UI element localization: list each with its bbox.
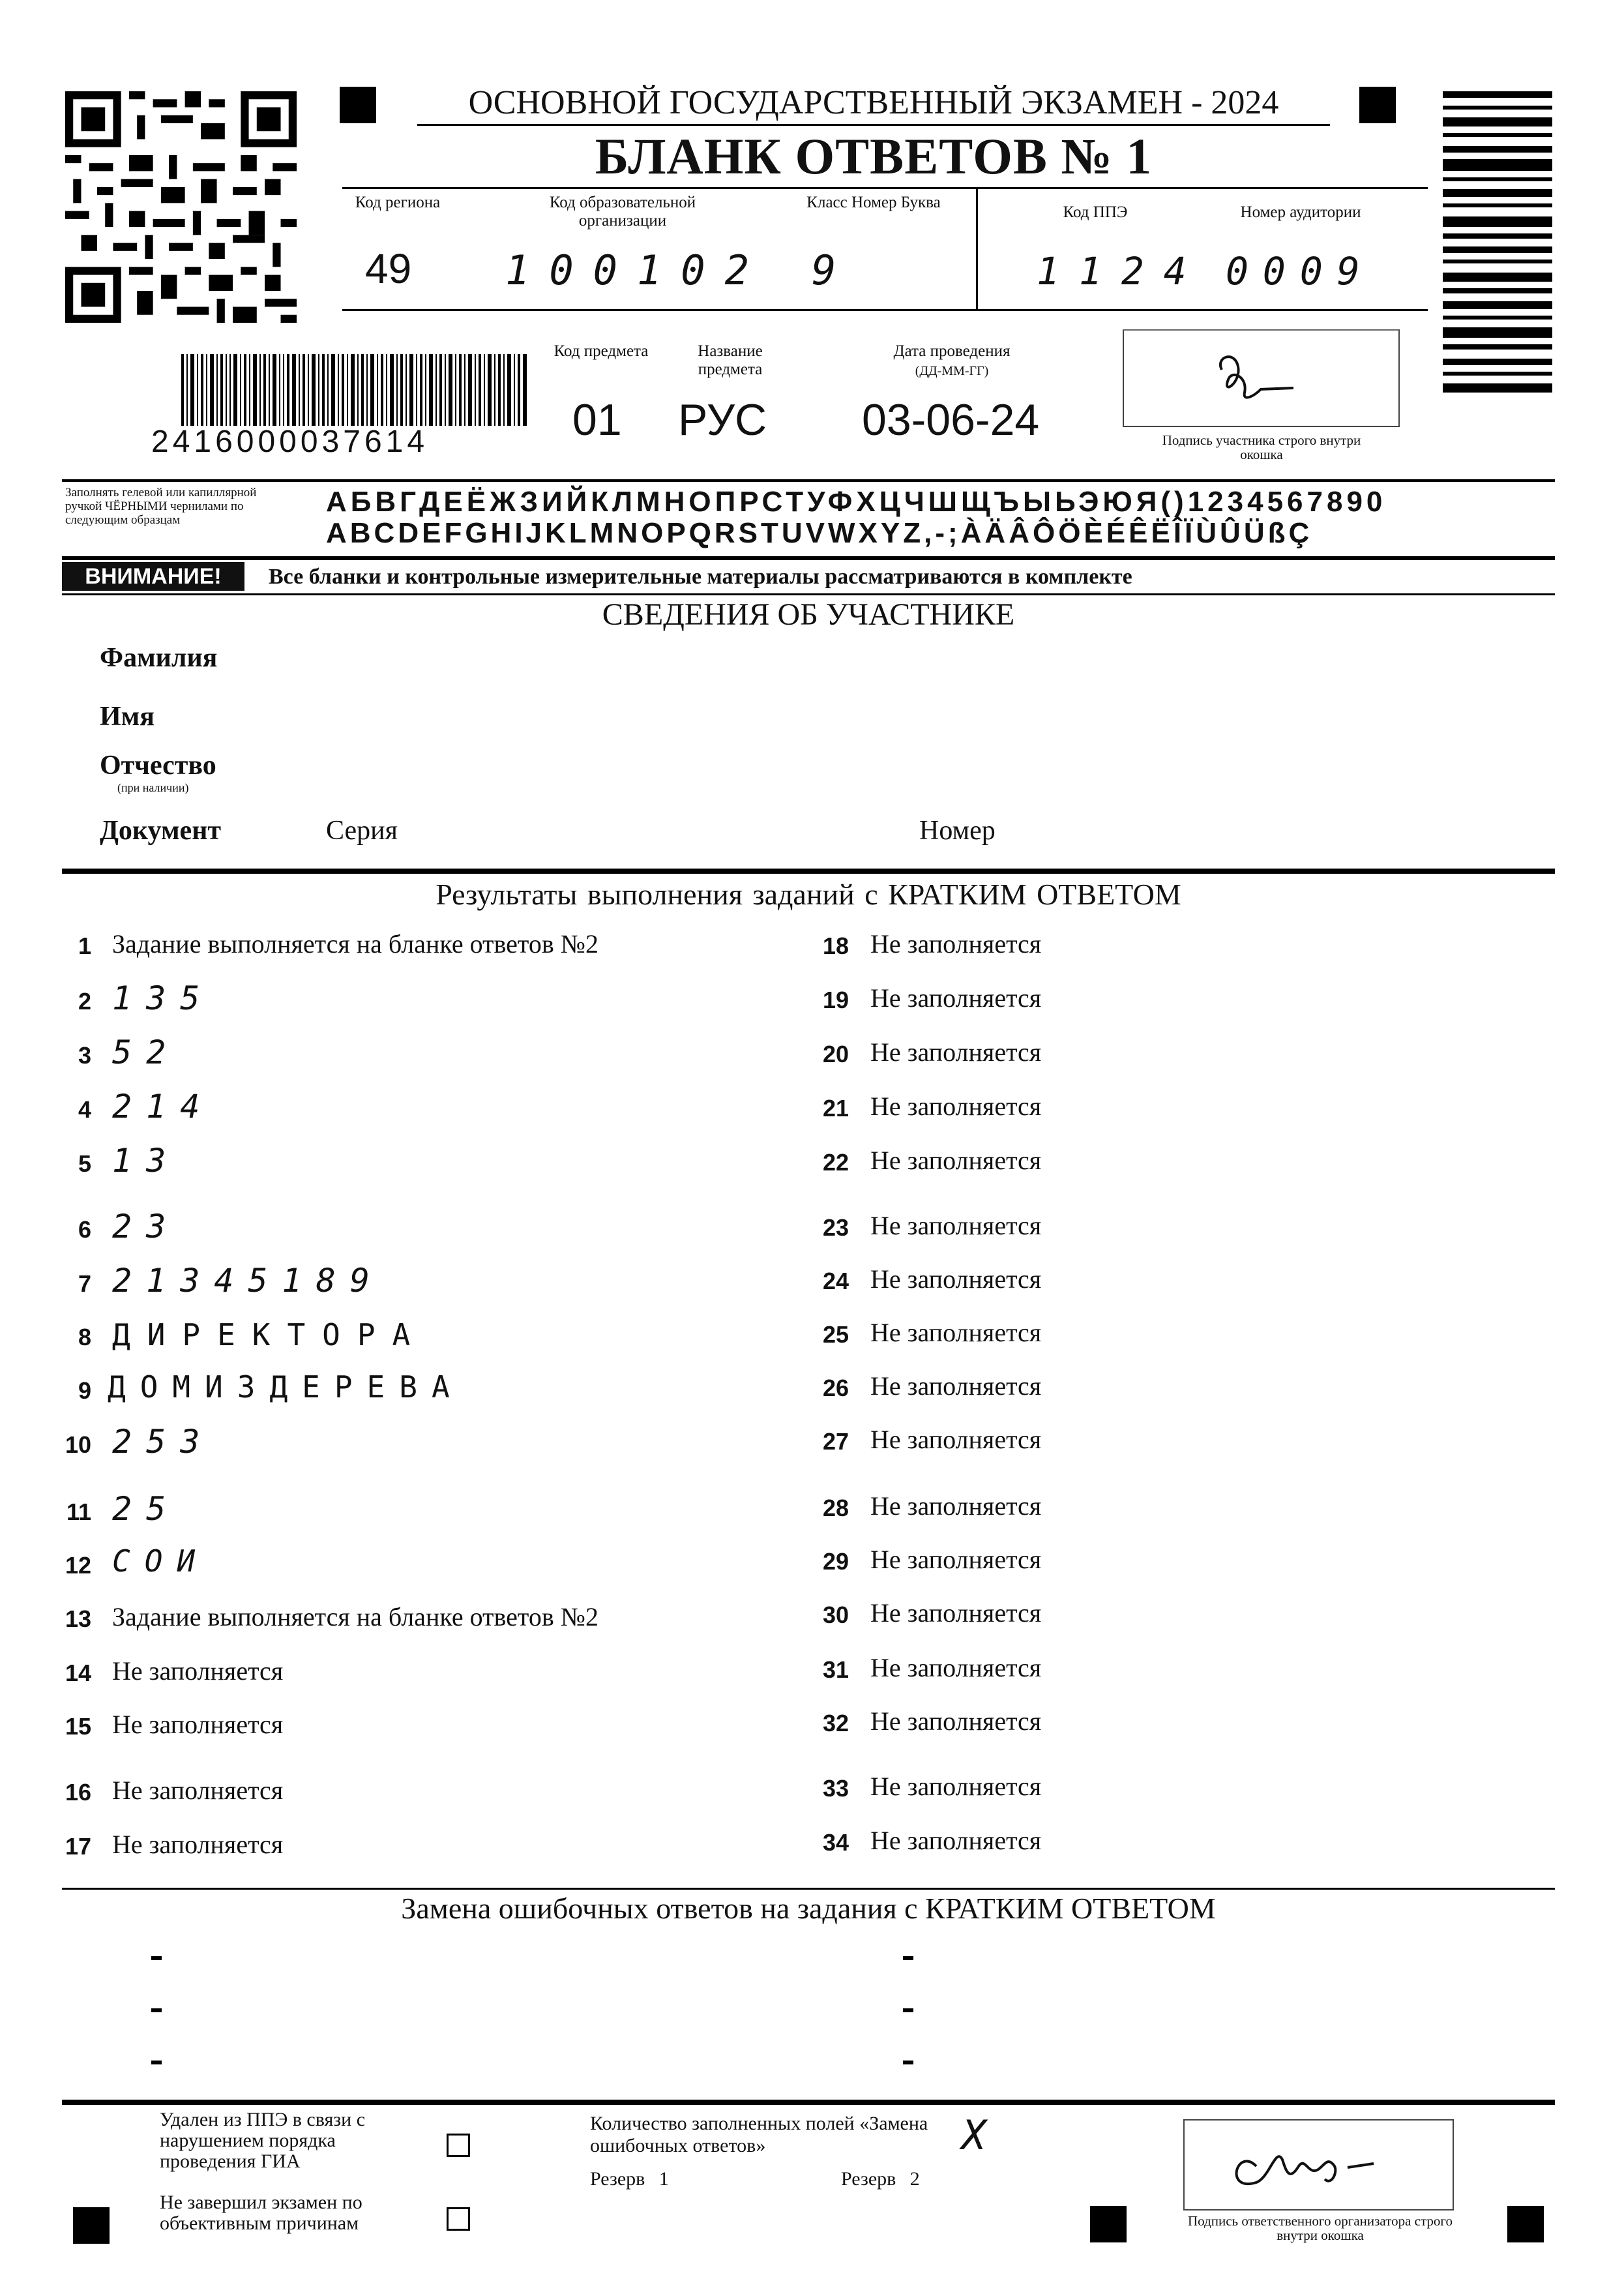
reserve-1-label: Резерв 1 bbox=[590, 2168, 669, 2190]
attention-label: ВНИМАНИЕ! bbox=[62, 562, 244, 591]
exam-date-value: 03-06-24 bbox=[862, 395, 1040, 445]
task-number: 26 bbox=[822, 1375, 849, 1401]
task-answer-field[interactable]: 21345189 bbox=[112, 1262, 384, 1300]
task-answer: Не заполняется bbox=[870, 1491, 1042, 1521]
task-answer: Не заполняется bbox=[870, 1037, 1042, 1067]
class-value: 9 bbox=[812, 246, 836, 294]
task-number: 1 bbox=[78, 932, 91, 959]
task-number: 19 bbox=[822, 987, 849, 1013]
task-answer-field[interactable]: 52 bbox=[112, 1034, 181, 1071]
not-finished-text: Не завершил экзамен по объективным причинам bbox=[160, 2192, 362, 2234]
registration-mark-top-right bbox=[1359, 87, 1396, 123]
task-number: 14 bbox=[65, 1659, 91, 1686]
subject-name-label: Название предмета bbox=[698, 342, 763, 378]
replacement-field[interactable] bbox=[151, 1956, 162, 1960]
subject-name-value: РУС bbox=[678, 395, 767, 445]
region-code-value: 49 bbox=[365, 245, 412, 292]
exam-date-label: Дата проведения bbox=[893, 342, 1011, 360]
exam-title: ОСНОВНОЙ ГОСУДАРСТВЕННЫЙ ЭКЗАМЕН - 2024 bbox=[468, 84, 1279, 121]
task-number: 17 bbox=[65, 1833, 91, 1860]
task-number: 31 bbox=[822, 1656, 849, 1683]
replacements-count-value[interactable]: X bbox=[962, 2111, 986, 2159]
removed-from-ppe-text: Удален из ППЭ в связи с нарушением порядка проведения ГИА bbox=[160, 2109, 366, 2172]
task-number: 8 bbox=[78, 1324, 91, 1350]
registration-mark-bottom-right bbox=[1507, 2206, 1544, 2242]
fill-rule-text: Заполнять гелевой или капиллярной ручкой ЧЁРНЫМИ чернилами по следующим образцам bbox=[65, 486, 257, 527]
task-answer: Не заполняется bbox=[870, 1545, 1042, 1574]
task-number: 33 bbox=[822, 1775, 849, 1802]
replacements-count-label: Количество заполненных полей «Замена ошибочных ответов» bbox=[590, 2113, 928, 2156]
task-answer: Не заполняется bbox=[870, 1653, 1042, 1682]
patronymic-label: Отчество bbox=[100, 751, 216, 781]
task-answer-field[interactable]: 253 bbox=[112, 1423, 214, 1461]
task-answer: Не заполняется bbox=[112, 1830, 284, 1859]
task-answer: Не заполняется bbox=[870, 1425, 1042, 1454]
results-section-title: Результаты выполнения заданий с КРАТКИМ ОТВЕТОМ bbox=[436, 878, 1181, 911]
task-number: 30 bbox=[822, 1601, 849, 1628]
task-number: 9 bbox=[78, 1377, 91, 1404]
name-label: Имя bbox=[100, 702, 155, 732]
task-number: 27 bbox=[822, 1428, 849, 1455]
task-answer: Не заполняется bbox=[112, 1776, 284, 1805]
task-answer: Не заполняется bbox=[112, 1656, 284, 1686]
subject-code-value: 01 bbox=[572, 395, 622, 445]
task-number: 10 bbox=[65, 1431, 91, 1458]
exam-date-format: (ДД-ММ-ГГ) bbox=[915, 364, 989, 378]
task-number: 13 bbox=[65, 1605, 91, 1632]
results-right-column bbox=[0, 0, 1, 1]
registration-mark-bottom-center bbox=[1090, 2206, 1127, 2242]
task-answer-field[interactable]: 13 bbox=[112, 1142, 181, 1180]
task-answer: Не заполняется bbox=[870, 1598, 1042, 1628]
task-number: 20 bbox=[822, 1041, 849, 1067]
registration-mark-top-left bbox=[340, 87, 376, 123]
document-label: Документ bbox=[100, 816, 222, 846]
participant-signature bbox=[1124, 331, 1398, 426]
task-answer-field[interactable]: 214 bbox=[112, 1088, 214, 1125]
task-answer: Задание выполняется на бланке ответов №2 bbox=[112, 929, 598, 959]
region-code-label: Код региона bbox=[355, 194, 441, 211]
organizer-signature-box[interactable] bbox=[1183, 2119, 1454, 2210]
task-number: 21 bbox=[822, 1095, 849, 1122]
sample-latin: ABCDEFGHIJKLMNOPQRSTUVWXYZ,-;ÀÄÂÔÖÈÉÊËÎÏÙÛÜßÇ bbox=[326, 517, 1313, 549]
task-number: 29 bbox=[822, 1548, 849, 1575]
room-number-value: 0009 bbox=[1226, 249, 1374, 293]
task-answer: Не заполняется bbox=[112, 1710, 284, 1739]
task-answer: Не заполняется bbox=[870, 929, 1042, 959]
task-answer-field[interactable]: ДОМИЗДЕРЕВА bbox=[108, 1369, 464, 1405]
task-number: 7 bbox=[78, 1270, 91, 1297]
replacement-field[interactable] bbox=[903, 1956, 913, 1960]
task-answer-field[interactable]: 25 bbox=[112, 1490, 181, 1528]
form-title: БЛАНК ОТВЕТОВ № 1 bbox=[595, 128, 1153, 185]
task-number: 16 bbox=[65, 1779, 91, 1806]
document-number-label: Номер bbox=[919, 816, 996, 846]
participant-section-title: СВЕДЕНИЯ ОБ УЧАСТНИКЕ bbox=[602, 597, 1015, 632]
task-answer: Задание выполняется на бланке ответов №2 bbox=[112, 1602, 598, 1631]
task-number: 28 bbox=[822, 1495, 849, 1521]
task-number: 5 bbox=[78, 1150, 91, 1177]
task-number: 34 bbox=[822, 1829, 849, 1856]
document-series-label: Серия bbox=[326, 816, 398, 846]
organizer-signature-caption: Подпись ответственного организатора строго внутри окошка bbox=[1187, 2213, 1453, 2243]
replacement-field[interactable] bbox=[151, 2061, 162, 2064]
task-number: 18 bbox=[822, 932, 849, 959]
task-number: 24 bbox=[822, 1268, 849, 1294]
task-number: 22 bbox=[822, 1149, 849, 1176]
replacement-field[interactable] bbox=[903, 2061, 913, 2064]
reserve-2-label: Резерв 2 bbox=[841, 2168, 920, 2190]
task-answer: Не заполняется bbox=[870, 983, 1042, 1013]
barcode bbox=[181, 354, 527, 426]
task-answer: Не заполняется bbox=[870, 1264, 1042, 1294]
task-answer: Не заполняется bbox=[870, 1826, 1042, 1855]
task-answer-field[interactable]: СОИ bbox=[112, 1543, 210, 1579]
org-code-label: Код образовательной организации bbox=[549, 194, 696, 230]
replacement-field[interactable] bbox=[903, 2008, 913, 2012]
task-answer: Не заполняется bbox=[870, 1371, 1042, 1401]
patronymic-note: (при наличии) bbox=[117, 781, 189, 794]
task-answer-field[interactable]: 135 bbox=[112, 979, 214, 1017]
room-number-label: Номер аудитории bbox=[1240, 203, 1361, 221]
task-answer: Не заполняется bbox=[870, 1211, 1042, 1240]
participant-signature-box[interactable] bbox=[1123, 329, 1400, 427]
task-answer-field[interactable]: ДИРЕКТОРА bbox=[112, 1317, 428, 1352]
task-answer: Не заполняется bbox=[870, 1706, 1042, 1736]
task-number: 6 bbox=[78, 1216, 91, 1243]
task-number: 3 bbox=[78, 1042, 91, 1069]
ppe-code-label: Код ППЭ bbox=[1063, 203, 1128, 221]
not-finished-checkbox[interactable] bbox=[447, 2207, 470, 2231]
task-answer: Не заполняется bbox=[870, 1318, 1042, 1347]
org-code-value: 100102 bbox=[505, 246, 769, 294]
task-answer-field[interactable]: 23 bbox=[112, 1208, 181, 1245]
qr-code bbox=[65, 91, 297, 323]
class-label: Класс Номер Буква bbox=[806, 194, 941, 211]
attention-text: Все бланки и контрольные измерительные материалы рассматриваются в комплекте bbox=[269, 565, 1132, 589]
ppe-code-value: 1124 bbox=[1037, 249, 1206, 293]
task-number: 32 bbox=[822, 1710, 849, 1736]
task-number: 15 bbox=[65, 1713, 91, 1740]
task-answer: Не заполняется bbox=[870, 1092, 1042, 1121]
removed-from-ppe-checkbox[interactable] bbox=[447, 2134, 470, 2157]
sample-cyrillic: АБВГДЕЁЖЗИЙКЛМНОПРСТУФХЦЧШЩЪЫЬЭЮЯ()1234567890 bbox=[326, 486, 1387, 518]
task-number: 23 bbox=[822, 1214, 849, 1241]
registration-mark-bottom-left bbox=[73, 2207, 110, 2244]
task-number: 2 bbox=[78, 988, 91, 1015]
task-number: 11 bbox=[66, 1498, 91, 1525]
task-number: 25 bbox=[822, 1321, 849, 1348]
side-barcode bbox=[1443, 91, 1552, 463]
replacement-section-title: Замена ошибочных ответов на задания с КРАТКИМ ОТВЕТОМ bbox=[401, 1892, 1216, 1925]
task-answer: Не заполняется bbox=[870, 1772, 1042, 1801]
task-number: 12 bbox=[65, 1552, 91, 1579]
subject-code-label: Код предмета bbox=[554, 342, 649, 360]
participant-signature-caption: Подпись участника строго внутри окошка bbox=[1162, 432, 1361, 462]
replacement-field[interactable] bbox=[151, 2008, 162, 2012]
task-answer: Не заполняется bbox=[870, 1146, 1042, 1175]
surname-label: Фамилия bbox=[100, 643, 218, 673]
barcode-number: 2416000037614 bbox=[151, 424, 429, 459]
organizer-signature bbox=[1185, 2121, 1453, 2209]
task-number: 4 bbox=[78, 1096, 91, 1123]
